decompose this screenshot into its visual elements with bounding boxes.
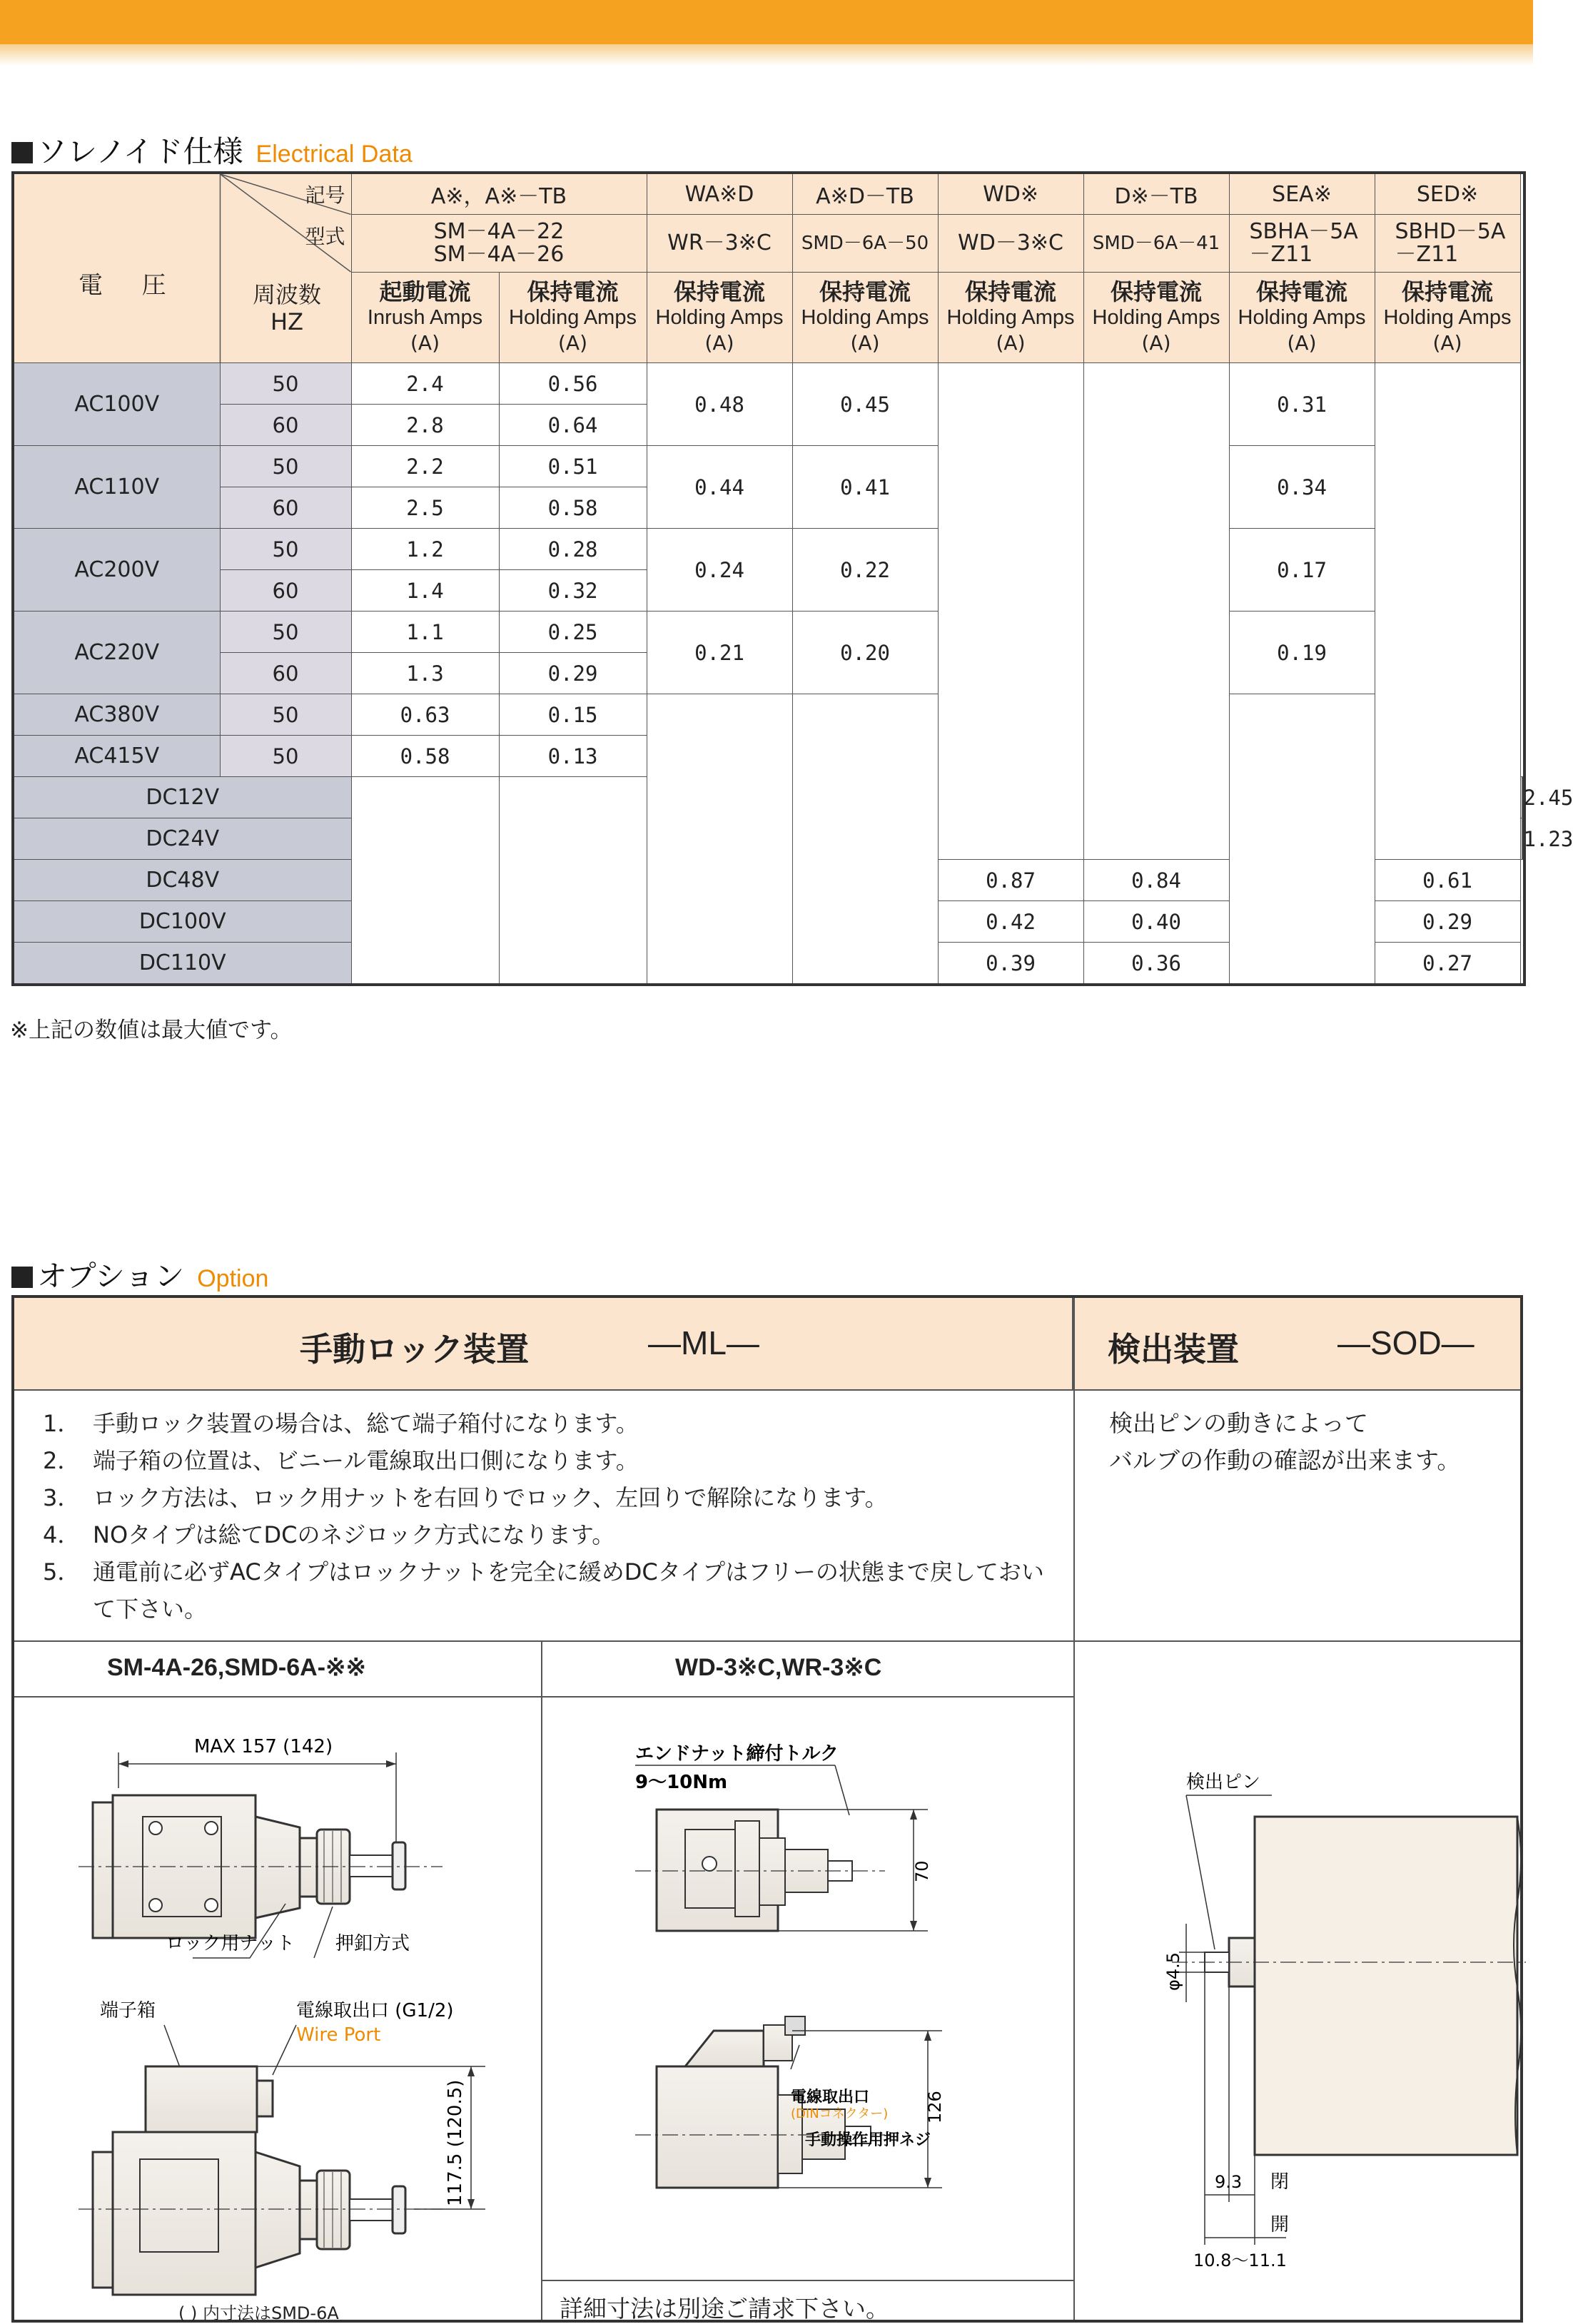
- current-header: [1375, 273, 1520, 363]
- inrush-cell: 2.4: [351, 363, 499, 405]
- holding-cell: 0.58: [499, 487, 647, 529]
- inrush-cell: 0.58: [351, 736, 499, 777]
- code-header: SED※: [1375, 173, 1520, 215]
- sod-header: [1073, 1298, 1520, 1391]
- table-row: [13, 612, 1524, 653]
- holding-cell: 0.29: [499, 653, 647, 694]
- current-header-jp: 保持電流: [674, 278, 766, 305]
- sed-holding-cell: 0.29: [1375, 901, 1520, 943]
- sea-holding-cell: 0.19: [1229, 612, 1375, 694]
- current-header-unit: (A): [996, 331, 1026, 355]
- dim-126-label: 126: [925, 2091, 945, 2123]
- holding-cell: 0.64: [499, 405, 647, 446]
- note-text: NOタイプは総てDCのネジロック方式になります。: [93, 1521, 615, 1548]
- holding-cell: 0.32: [499, 570, 647, 612]
- divider: [14, 1640, 1520, 1642]
- list-item: [43, 1479, 1056, 1516]
- current-header-unit: (A): [410, 331, 440, 355]
- voltage-cell: DC48V: [13, 860, 351, 901]
- electrical-data-table: [11, 171, 1573, 986]
- current-header: [1083, 273, 1229, 363]
- code-header: A※，A※－TB: [351, 173, 647, 215]
- table-footnote: ※上記の数値は最大値です。: [10, 1018, 293, 1043]
- model-header: SBHD－5A －Z11: [1375, 215, 1520, 273]
- model-header: SM－4A－22 SM－4A－26: [351, 215, 647, 273]
- current-header-en: Holding Amps: [655, 306, 784, 329]
- inrush-cell: 1.2: [351, 529, 499, 570]
- current-header-jp: 保持電流: [1402, 278, 1494, 305]
- list-item: [43, 1516, 1056, 1553]
- current-header-jp: 保持電流: [1256, 278, 1348, 305]
- corner-katashiki: 型式: [305, 225, 345, 248]
- current-header: [351, 273, 499, 363]
- current-header-en: Holding Amps: [1383, 306, 1512, 329]
- ml-notes-list: [43, 1405, 1056, 1628]
- pin-diameter-label: φ4.5: [1163, 1952, 1183, 1991]
- din-wire-outlet-label: 電線取出口: [791, 2089, 870, 2106]
- inrush-cell: 1.3: [351, 653, 499, 694]
- current-header-unit: (A): [1432, 331, 1462, 355]
- code-header: WD※: [938, 173, 1083, 215]
- list-item: [43, 1442, 1056, 1479]
- list-item: [43, 1553, 1056, 1628]
- voltage-cell: DC12V: [13, 777, 351, 818]
- voltage-cell: DC110V: [13, 943, 351, 985]
- wa-holding-cell: 0.48: [647, 363, 792, 446]
- corner-frequency: [221, 281, 353, 335]
- table-row: [13, 694, 1524, 736]
- sea-holding-cell: 0.34: [1229, 446, 1375, 529]
- note-number: 2．: [43, 1447, 81, 1474]
- note-number: 4．: [43, 1521, 81, 1548]
- model-header: WD－3※C: [938, 215, 1083, 273]
- wire-port-label: Wire Port: [296, 2024, 381, 2046]
- holding-cell: 0.25: [499, 612, 647, 653]
- option-title-en: Option: [197, 1265, 269, 1292]
- model-header: SBHA－5A －Z11: [1229, 215, 1375, 273]
- torque-label: エンドナット締付トルク: [635, 1743, 839, 1765]
- dim-70-label: 70: [912, 1860, 932, 1882]
- empty-cell: [1229, 694, 1375, 985]
- sod-line: バルブの作動の確認が出来ます。: [1109, 1446, 1461, 1474]
- code-header: D※－TB: [1083, 173, 1229, 215]
- drawing-left-valve: [14, 1695, 535, 2302]
- lock-nut-label: ロック用ナット: [166, 1933, 295, 1954]
- wd-holding-cell: 0.87: [938, 860, 1083, 901]
- current-header-unit: (A): [850, 331, 880, 355]
- wa-holding-cell: 0.21: [647, 612, 792, 694]
- open-label: 開: [1270, 2214, 1290, 2236]
- frequency-cell: 50: [220, 612, 351, 653]
- frequency-cell: 60: [220, 653, 351, 694]
- voltage-cell: DC100V: [13, 901, 351, 943]
- table-row: [13, 529, 1524, 570]
- current-header-jp: 保持電流: [527, 278, 619, 305]
- ml-code: —ML—: [648, 1324, 759, 1361]
- wd-holding-cell: 0.39: [938, 943, 1083, 985]
- empty-cell: [1083, 363, 1229, 860]
- closed-label: 閉: [1270, 2171, 1290, 2193]
- code-header: SEA※: [1229, 173, 1375, 215]
- detail-dimensions-note: 詳細寸法は別途ご請求下さい。: [560, 2295, 889, 2323]
- frequency-cell: 60: [220, 405, 351, 446]
- current-header-jp: 起動電流: [379, 278, 471, 305]
- inrush-cell: 2.2: [351, 446, 499, 487]
- empty-cell: [1375, 363, 1520, 860]
- holding-cell: 0.28: [499, 529, 647, 570]
- frequency-cell: 50: [220, 694, 351, 736]
- corner-voltage: 電 圧: [79, 271, 182, 300]
- current-header-unit: (A): [1141, 331, 1171, 355]
- note-number: 1．: [43, 1410, 81, 1437]
- note-text: 通電前に必ずACタイプはロックナットを完全に緩めDCタイプはフリーの状態まで戻しておいて下さい。: [93, 1558, 1044, 1623]
- sod-line: 検出ピンの動きによって: [1109, 1409, 1368, 1437]
- wire-outlet-label: 電線取出口 (G1/2): [296, 2000, 454, 2021]
- empty-cell: [792, 694, 938, 985]
- table-row: [13, 446, 1524, 487]
- smd6a-dimension-note: ( ) 内寸法はSMD-6A: [178, 2303, 339, 2323]
- current-header: [647, 273, 792, 363]
- ml-header: [14, 1298, 1073, 1391]
- wa-holding-cell: 0.44: [647, 446, 792, 529]
- list-item: [43, 1405, 1056, 1442]
- current-header-en: Holding Amps: [801, 306, 929, 329]
- current-header: [1229, 273, 1375, 363]
- atb-holding-cell: 0.20: [792, 612, 938, 694]
- wa-holding-cell: 0.24: [647, 529, 792, 612]
- current-header-unit: (A): [558, 331, 588, 355]
- holding-cell: 0.56: [499, 363, 647, 405]
- note-number: 5．: [43, 1558, 81, 1585]
- ml-title: 手動ロック装置: [300, 1330, 530, 1369]
- wd-holding-cell: 0.42: [938, 901, 1083, 943]
- electrical-title-en: Electrical Data: [256, 141, 413, 168]
- current-header-jp: 保持電流: [965, 278, 1057, 305]
- dim-93-label: 9.3: [1215, 2172, 1243, 2192]
- note-text: 端子箱の位置は、ビニール電線取出口側になります。: [93, 1447, 639, 1474]
- drawing-middle-valve: [542, 1695, 1063, 2266]
- model-header: WR－3※C: [647, 215, 792, 273]
- option-title-jp: オプション: [37, 1259, 185, 1294]
- corner-kigou: 記号: [305, 183, 345, 207]
- freq-label-jp: 周波数: [252, 281, 321, 308]
- atb-holding-cell: 0.22: [792, 529, 938, 612]
- detector-pin-label: 検出ピン: [1186, 1772, 1261, 1793]
- sod-title: 検出装置: [1108, 1330, 1239, 1369]
- height-dimension-label: 117.5 (120.5): [445, 2079, 466, 2206]
- holding-cell: 0.13: [499, 736, 647, 777]
- atb-holding-cell: 0.45: [792, 363, 938, 446]
- model-header: SMD－6A－50: [792, 215, 938, 273]
- code-header: A※D－TB: [792, 173, 938, 215]
- inrush-cell: 2.5: [351, 487, 499, 529]
- empty-cell: [647, 694, 792, 985]
- sub-header-left: SM-4A-26,SMD-6A-※※: [107, 1654, 367, 1681]
- note-text: ロック方法は、ロック用ナットを右回りでロック、左回りで解除になります。: [93, 1484, 888, 1511]
- electrical-title-jp: ソレノイド仕様: [37, 134, 243, 169]
- top-color-band: [0, 0, 1533, 44]
- max-dimension-label: MAX 157 (142): [194, 1736, 333, 1757]
- frequency-cell: 50: [220, 446, 351, 487]
- voltage-cell: AC220V: [13, 612, 220, 694]
- square-bullet-icon: [11, 1267, 33, 1288]
- dim-range-label: 10.8〜11.1: [1193, 2251, 1287, 2270]
- square-bullet-icon: [11, 142, 33, 163]
- dtb-holding-cell: 0.40: [1083, 901, 1229, 943]
- frequency-cell: 50: [220, 363, 351, 405]
- sod-description: [1109, 1405, 1460, 1479]
- table-corner-header: [13, 173, 351, 363]
- torque-value: 9〜10Nm: [635, 1772, 728, 1793]
- sed-holding-cell: 0.61: [1375, 860, 1520, 901]
- manual-screw-label: 手動操作用押ネジ: [805, 2131, 931, 2149]
- drawing-detector: [1072, 1695, 1526, 2270]
- current-header-unit: (A): [1287, 331, 1317, 355]
- current-header-jp: 保持電流: [819, 278, 911, 305]
- code-header: WA※D: [647, 173, 792, 215]
- current-header: [499, 273, 647, 363]
- current-header-en: Holding Amps: [1238, 306, 1366, 329]
- freq-unit: HZ: [270, 308, 303, 335]
- voltage-cell: AC100V: [13, 363, 220, 446]
- holding-cell: 0.15: [499, 694, 647, 736]
- sed-holding-cell: 2.45: [1523, 777, 1524, 818]
- atb-holding-cell: 0.41: [792, 446, 938, 529]
- current-header-en: Holding Amps: [509, 306, 637, 329]
- current-header-unit: (A): [704, 331, 734, 355]
- voltage-cell: AC380V: [13, 694, 220, 736]
- frequency-cell: 60: [220, 487, 351, 529]
- current-header-en: Holding Amps: [946, 306, 1075, 329]
- table-row: [13, 363, 1524, 405]
- frequency-cell: 60: [220, 570, 351, 612]
- inrush-cell: 1.1: [351, 612, 499, 653]
- option-section-title: [11, 1253, 268, 1296]
- current-header-jp: 保持電流: [1111, 278, 1203, 305]
- dtb-holding-cell: 0.36: [1083, 943, 1229, 985]
- current-header: [792, 273, 938, 363]
- top-band-fade: [0, 44, 1533, 66]
- sed-holding-cell: 1.23: [1523, 818, 1524, 860]
- electrical-section-title: [11, 128, 413, 171]
- current-header: [938, 273, 1083, 363]
- frequency-cell: 50: [220, 529, 351, 570]
- din-connector-label: (DINコネクター): [791, 2106, 889, 2121]
- model-header: SMD－6A－41: [1083, 215, 1229, 273]
- voltage-cell: AC415V: [13, 736, 220, 777]
- dtb-holding-cell: 0.84: [1083, 860, 1229, 901]
- inrush-cell: 1.4: [351, 570, 499, 612]
- empty-cell: [938, 363, 1083, 860]
- divider: [541, 2280, 1073, 2281]
- current-header-en: Holding Amps: [1092, 306, 1220, 329]
- note-number: 3．: [43, 1484, 81, 1511]
- voltage-cell: DC24V: [13, 818, 351, 860]
- inrush-cell: 2.8: [351, 405, 499, 446]
- voltage-cell: AC110V: [13, 446, 220, 529]
- inrush-cell: 0.63: [351, 694, 499, 736]
- empty-cell: [351, 777, 499, 985]
- terminal-box-label: 端子箱: [100, 2000, 156, 2021]
- holding-cell: 0.51: [499, 446, 647, 487]
- sub-header-mid: WD-3※C,WR-3※C: [675, 1654, 882, 1681]
- note-text: 手動ロック装置の場合は、総て端子箱付になります。: [93, 1410, 639, 1437]
- push-button-label: 押釦方式: [335, 1933, 410, 1954]
- sea-holding-cell: 0.17: [1229, 529, 1375, 612]
- sea-holding-cell: 0.31: [1229, 363, 1375, 446]
- sod-code: —SOD—: [1337, 1324, 1475, 1361]
- frequency-cell: 50: [220, 736, 351, 777]
- voltage-cell: AC200V: [13, 529, 220, 612]
- current-header-en: Inrush Amps: [367, 306, 483, 329]
- sed-holding-cell: 0.27: [1375, 943, 1520, 985]
- empty-cell: [499, 777, 647, 985]
